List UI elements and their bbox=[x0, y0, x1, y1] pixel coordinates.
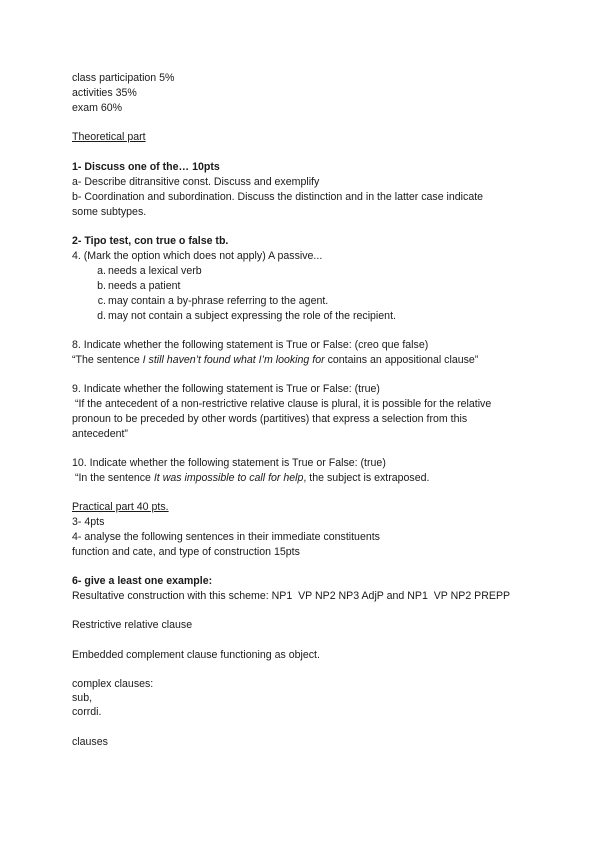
q10-prompt: 10. Indicate whether the following statement is True or False: (true) bbox=[72, 457, 386, 469]
practical-part-heading: Practical part 40 pts. bbox=[72, 501, 169, 513]
grading-activities: activities 35% bbox=[72, 87, 137, 99]
list-marker: b. bbox=[97, 280, 106, 292]
q1-title: 1- Discuss one of the… 10pts bbox=[72, 161, 220, 173]
q9-statement-line2: pronoun to be preceded by other words (partitives) that express a selection from this bbox=[72, 413, 468, 425]
q9-statement-line1: “If the antecedent of a non-restrictive relative clause is plural, it is possible for the relative bbox=[72, 398, 492, 410]
q1-option-a: a- Describe ditransitive const. Discuss and exemplify bbox=[72, 176, 320, 188]
list-item-text: may not contain a subject expressing the role of the recipient. bbox=[108, 310, 396, 322]
q4-analyse-line1: 4- analyse the following sentences in their immediate constituents bbox=[72, 531, 380, 543]
q3-line: 3- 4pts bbox=[72, 516, 105, 528]
clauses-line: clauses bbox=[72, 736, 108, 748]
embedded-complement-clause: Embedded complement clause functioning as object. bbox=[72, 649, 320, 661]
q1-option-b-line1: b- Coordination and subordination. Discuss the distinction and in the latter case indicate bbox=[72, 191, 484, 203]
q10-statement bbox=[72, 472, 429, 485]
list-item bbox=[0, 310, 600, 323]
complex-clauses-sub: sub, bbox=[72, 692, 93, 704]
q6-resultative: Resultative construction with this scheme: NP1 VP NP2 NP3 AdjP and NP1 VP NP2 PREPP bbox=[72, 590, 511, 602]
list-item bbox=[0, 280, 600, 293]
complex-clauses-title: complex clauses: bbox=[72, 678, 154, 690]
q9-prompt: 9. Indicate whether the following statement is True or False: (true) bbox=[72, 383, 380, 395]
grading-exam: exam 60% bbox=[72, 102, 123, 114]
list-marker: d. bbox=[97, 310, 106, 322]
list-item-text: needs a patient bbox=[108, 280, 181, 292]
q8-statement-italic: I still haven’t found what I’m looking for bbox=[142, 354, 325, 366]
q8-prompt: 8. Indicate whether the following statement is True or False: (creo que false) bbox=[72, 339, 429, 351]
list-item-text: may contain a by-phrase referring to the agent. bbox=[108, 295, 329, 307]
q10-statement-italic: It was impossible to call for help bbox=[153, 472, 304, 484]
q6-title: 6- give a least one example: bbox=[72, 575, 213, 587]
q10-statement-pre: “In the sentence bbox=[72, 472, 154, 484]
q1-option-b-line2: some subtypes. bbox=[72, 206, 147, 218]
list-item bbox=[0, 295, 600, 308]
q10-statement-post: , the subject is extraposed. bbox=[303, 472, 430, 484]
q9-statement-line3: antecedent” bbox=[72, 428, 128, 440]
q2-title: 2- Tipo test, con true o false tb. bbox=[72, 235, 229, 247]
list-marker: c. bbox=[97, 295, 106, 307]
list-marker: a. bbox=[97, 265, 106, 277]
q8-statement-post: contains an appositional clause” bbox=[324, 354, 479, 366]
list-item-text: needs a lexical verb bbox=[108, 265, 202, 277]
theoretical-part-heading: Theoretical part bbox=[72, 131, 146, 143]
restrictive-relative-clause: Restrictive relative clause bbox=[72, 619, 193, 631]
list-item bbox=[0, 265, 600, 278]
q8-statement-pre: “The sentence bbox=[72, 354, 143, 366]
complex-clauses-coord: corrdi. bbox=[72, 706, 102, 718]
q4-prompt: 4. (Mark the option which does not apply) A passive... bbox=[72, 250, 323, 262]
q4-analyse-line2: function and cate, and type of construction 15pts bbox=[72, 546, 300, 558]
q8-statement bbox=[72, 354, 478, 367]
grading-participation: class participation 5% bbox=[72, 72, 175, 84]
